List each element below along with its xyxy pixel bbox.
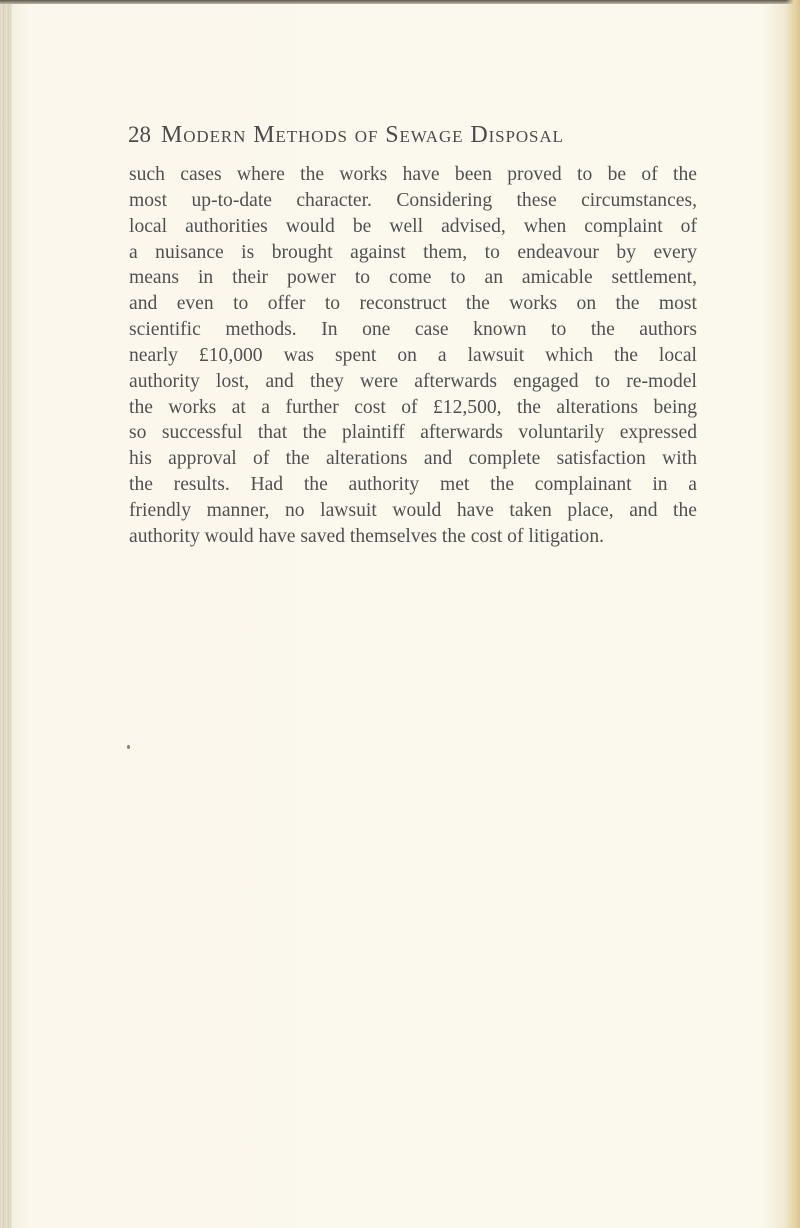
page-right-edge <box>786 0 800 1228</box>
text-line: authority lost, and they were afterwards engaged to re-model <box>129 370 697 392</box>
page-header <box>128 122 688 154</box>
text-line: nearly £10,000 was spent on a lawsuit which the local <box>129 344 697 366</box>
text-line: his approval of the alterations and complete satisfaction with <box>129 448 697 470</box>
text-line: so successful that the plaintiff afterwards voluntarily expressed <box>129 422 697 444</box>
running-head: Modern Methods of Sewage Disposal <box>161 122 564 148</box>
text-line: local authorities would be well advised, when complaint of <box>129 215 697 237</box>
text-line: scientific methods. In one case known to the authors <box>129 319 697 341</box>
text-line: such cases where the works have been proved to be of the <box>129 164 697 185</box>
text-line: a nuisance is brought against them, to endeavour by every <box>129 241 697 263</box>
text-line: and even to offer to reconstruct the works on the most <box>129 293 697 315</box>
page-top-edge <box>0 0 800 4</box>
page-number: 28 <box>128 122 151 147</box>
text-line: friendly manner, no lawsuit would have taken place, and the <box>129 499 697 521</box>
body-paragraph <box>129 162 697 550</box>
text-line: most up-to-date character. Considering these circumstances, <box>129 189 697 211</box>
text-line: means in their power to come to an amicable settlement, <box>129 267 697 289</box>
page-gutter <box>0 0 12 1228</box>
paper-speck <box>127 745 130 749</box>
text-line: authority would have saved themselves the cost of litigation. <box>129 525 605 547</box>
text-line: the results. Had the authority met the complainant in a <box>129 474 697 496</box>
text-line: the works at a further cost of £12,500, the alterations being <box>129 396 697 418</box>
